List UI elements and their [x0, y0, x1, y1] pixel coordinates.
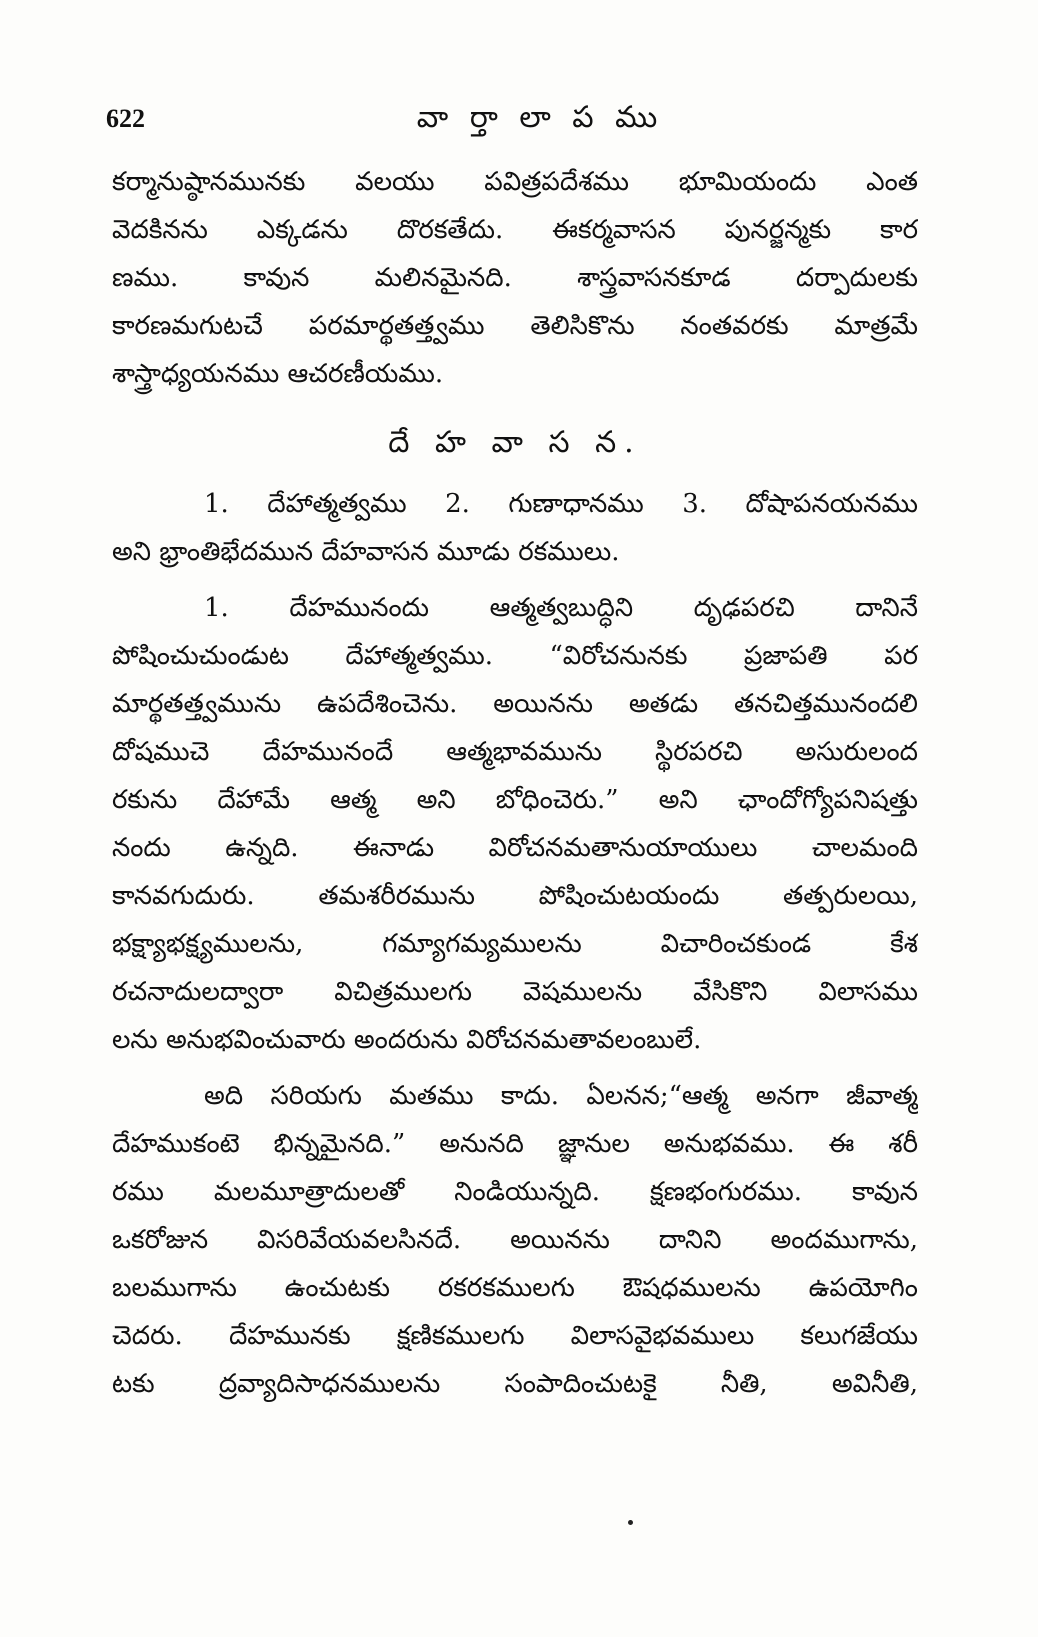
text-line: రము మలమూత్రాదులతో నిండియున్నది. క్షణభంగురము. కావున	[112, 1177, 918, 1207]
section-heading: దే హ వా స న.	[388, 425, 642, 460]
text-line: దోషముచె దేహమునందే ఆత్మభావమును స్థిరపరచి అసురులంద	[112, 737, 918, 767]
text-line: ణము. కావున మలినమైనది. శాస్త్రవాసనకూడ దర్పాదులకు	[112, 263, 918, 293]
text-line: దేహముకంటె భిన్నమైనది.” అనునది జ్ఞానుల అనుభవము. ఈ శరీ	[112, 1129, 918, 1159]
text-line: అని భ్రాంతిభేదమున దేహవాసన మూడు రకములు.	[112, 537, 620, 567]
text-line: 1. దేహాత్మత్వము 2. గుణాధానము 3. దోషాపనయనము	[204, 489, 918, 519]
text-line: రకును దేహామే ఆత్మ అని బోధించెరు.” అని ఛాందోగ్యోపనిషత్తు	[112, 785, 918, 815]
text-line: టకు ద్రవ్యాదిసాధనములను సంపాదించుటకై నీతి, అవినీతి,	[112, 1369, 918, 1399]
text-line: ఒకరోజున విసరివేయవలసినదే. అయినను దానిని అందముగాను,	[112, 1225, 918, 1255]
text-line: బలముగాను ఉంచుటకు రకరకములగు ఔషధములను ఉపయోగిం	[112, 1273, 918, 1303]
paragraph-1	[112, 480, 918, 576]
intro-paragraph	[112, 158, 918, 398]
paragraph-3	[112, 1072, 918, 1408]
body-text	[112, 158, 918, 1408]
text-line: 1. దేహమునందు ఆత్మత్వబుద్ధిని దృఢపరచి దానినే	[204, 593, 918, 623]
text-line: చెదరు. దేహమునకు క్షణికములగు విలాసవైభవములు కలుగజేయు	[112, 1321, 918, 1351]
text-line: కారణమగుటచే పరమార్థతత్త్వము తెలిసికొను నంతవరకు మాత్రమే	[112, 311, 918, 341]
paragraph-2	[112, 584, 918, 1064]
text-line: రచనాదులద్వారా విచిత్రములగు వెషములను వేసికొని విలాసము	[112, 977, 918, 1007]
text-line: లను అనుభవించువారు అందరును విరోచనమతావలంబులే.	[112, 1025, 702, 1055]
ink-speck	[628, 1520, 633, 1525]
text-line: అది సరియగు మతము కాదు. ఏలనన;“ఆత్మ అనగా జీవాత్మ	[204, 1081, 918, 1111]
text-line: కానవగుదురు. తమశరీరమును పోషించుటయందు తత్పరులయి,	[112, 881, 918, 911]
text-line: నందు ఉన్నది. ఈనాడు విరోచనమతానుయాయులు చాలమంది	[112, 833, 918, 863]
text-line: వెదకినను ఎక్కడను దొరకతేదు. ఈకర్మవాసన పునర్జన్మకు కార	[112, 215, 918, 245]
text-line: కర్మానుష్ఠానమునకు వలయు పవిత్రపదేశము భూమియందు ఎంత	[112, 167, 918, 197]
text-line: భక్ష్యాభక్ష్యములను, గమ్యాగమ్యములను విచారించకుండ కేశ	[112, 929, 918, 959]
running-title: వా ర్తా లా ప ము	[416, 100, 664, 135]
text-line: శాస్త్రాధ్యయనము ఆచరణీయము.	[112, 359, 444, 389]
text-line: మార్థతత్త్వమును ఉపదేశించెను. అయినను అతడు తనచిత్తమునందలి	[112, 689, 918, 719]
page-number: 622	[106, 104, 145, 133]
text-line: పోషించుచుండుట దేహాత్మత్వము. “విరోచనునకు ప్రజాపతి పర	[112, 641, 918, 671]
